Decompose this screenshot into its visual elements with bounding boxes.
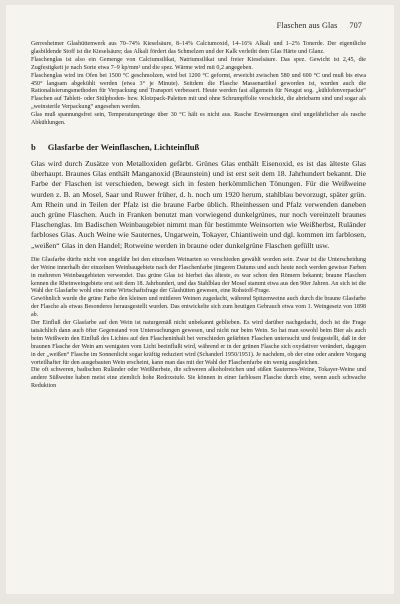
paragraph-color-history: Die Glasfarbe dürfte nicht von ungefähr bei den einzelnen Weinarten so verschieden gewählt worden sein. Zwar ist die Unterscheidung der Weine innerhalb der einzelnen Weinbaugebiete nach der Flaschenfarbe jüngeren Datums und auch heute noch werden gewisse Farben in mehreren Weinbaugebieten verwendet. Das grüne Glas ist hierbei das älteste, es war schon den Römern bekannt; braune Flaschen kennen die Rheinweingebiete erst seit dem 18. Jahrhundert, und das Stahlblau der Mosel stammt etwa aus den 90er Jahren. An sich ist die Wahl der Glasfarbe wohl eine reine Wirtschaftsfrage der Glashütten gewesen, eine Rohstoff-Frage.: [31, 256, 366, 295]
paragraph-melting: Flaschenglas wird im Ofen bei 1500 °C geschmolzen, wird bei 1200 °C geformt, erweicht zwischen 580 und 600 °C und muß bis etwa 450° langsam abgekühlt werden (etwa 3° je Minute). Seitdem die Flasche Massenartikel geworden ist, wurden auch die Rationalisierungsmethoden für Verpackung und Transport verbessert. Heute werden fast allgemein für Neugut sog. „kühlofenverpackte“ Flaschen auf Tablett- oder Stülpboden- bzw. Klotzpack-Paletten mit und ohne Schrumpffolie verschickt, die abriebarm sind und sogar als „weinsterile Verpackung“ angesehen werden.: [31, 72, 366, 111]
paragraph-green-brown: Gewöhnlich wurde die grüne Farbe den kleinen und mittleren Weinen zugedacht, während Spitzenweine auch durch die braune Glasfarbe der Flasche als etwas Besonderes herausgestellt wurden. Das entwickelte sich zum heutigen Gebrauch etwa vom 1. Weingesetz von 1898 ab.: [31, 296, 366, 319]
paragraph-properties: Flaschenglas ist also ein Gemenge von Calciumsilikat, Natriumsilikat und freier Kieselsäure. Das spez. Gewicht ist 2,45, die Zugfestigkeit je nach Sorte etwa 7–9 kp/mm² und die spez. Wärme wird mit 0,2 angegeben.: [31, 56, 366, 71]
paragraph-light-influence: Der Einfluß der Glasfarbe auf den Wein ist naturgemäß nicht unbekannt geblieben. Es wird darüber nachgedacht, doch ist die Frage tatsächlich dann auch öfter Gegenstand von Untersuchungen gewesen, und nicht nur beim Wein. So hat man sowohl beim Bier als auch beim Weißwein den Einfluß des Lichtes auf den Flascheninhalt bei verschieden gefärbten Flaschen untersucht und festgestellt, daß in der braunen Flasche der Wein am wenigsten vom Licht beeinflußt wird, während er in der grünen Flasche sich oxydativer verändert, dagegen in der „weißen“ Flasche im Sonnenlicht sogar kräftig reduziert wird (Schanderl 1950/1951). Je nachdem, ob der eine oder andere Vorgang vorteilhafter für den ausgebauten Wein erscheint, kann man das mit der Wahl der Flaschenfarbe ein wenig ausgleichen.: [31, 320, 366, 366]
paragraph-stress: Glas muß spannungsfrei sein, Temperatursprünge über 30 °C hält es nicht aus. Rasche Erwärmungen sind ungefährlicher als rasche Abkühlungen.: [31, 112, 366, 127]
section-letter: b: [31, 141, 36, 152]
page-number: 707: [349, 21, 362, 30]
book-page: [6, 5, 394, 594]
page-content: [31, 41, 366, 391]
section-heading: [31, 142, 366, 152]
paragraph-composition: Gerresheimer Glashüttenwerk aus 70–74% Kieselsäure, 8–14% Calciumoxid, 14–16% Alkali und 1–2% Tonerde. Der eigentliche glasbildende Stoff ist die Kieselsäure; das Alkali fördert das Schmelzen und der Kalk verleiht dem Glas Härte und Glanz.: [31, 41, 366, 55]
paragraph-glass-color: Glas wird durch Zusätze von Metalloxiden gefärbt. Grünes Glas enthält Eisenoxid, es ist das älteste Glas überhaupt. Braunes Glas enthält Manganoxid (Braunstein) und ist erst seit dem 18. Jahrhundert bekannt. Die Farbe der Flaschen ist verschieden, bewegt sich in festen herkömmlichen Tönungen. Für die Weißweine wurden z. B. an Mosel, Saar und Ruwer früher, d. h. noch um 1920 herum, stahlblau bevorzugt, später grün. Am Rhein und in Teilen der Pfalz ist die braune Farbe üblich. Rheinhessen und Pfalz verwenden daneben auch grüne Flaschen. Auch in Franken benutzt man vorwiegend dunkelgrünes, nur noch vereinzelt braunes Flaschenglas. Im Badischen Weinbaugebiet nimmt man für bestimmte Weinsorten wie Weißherbst, Ruländer farbloses Glas. Auch Weine wie Sauternes, Ungarwein, Tokayer, Chiantiwein und dgl. kommen im farblosen, „weißen“ Glas in den Handel; Rotweine werden in braune oder dunkelgrüne Flaschen gefüllt usw.: [31, 158, 366, 250]
page-header: [277, 21, 362, 30]
section-title: Glasfarbe der Weinflaschen, Lichteinfluß: [47, 141, 200, 152]
paragraph-sweet-wines: Die oft schweren, badischen Ruländer oder Weißherbste, die schweren alkoholreichen und süßen Sauternes-Weine, Tokayer-Weine und andere Süßweine haben meist eine ziemlich hohe Redoxstufe. Sie können in einer farblosen Flasche durch eine, wenn auch schwache Reduktion: [31, 367, 366, 390]
running-title: Flaschen aus Glas: [276, 21, 338, 30]
